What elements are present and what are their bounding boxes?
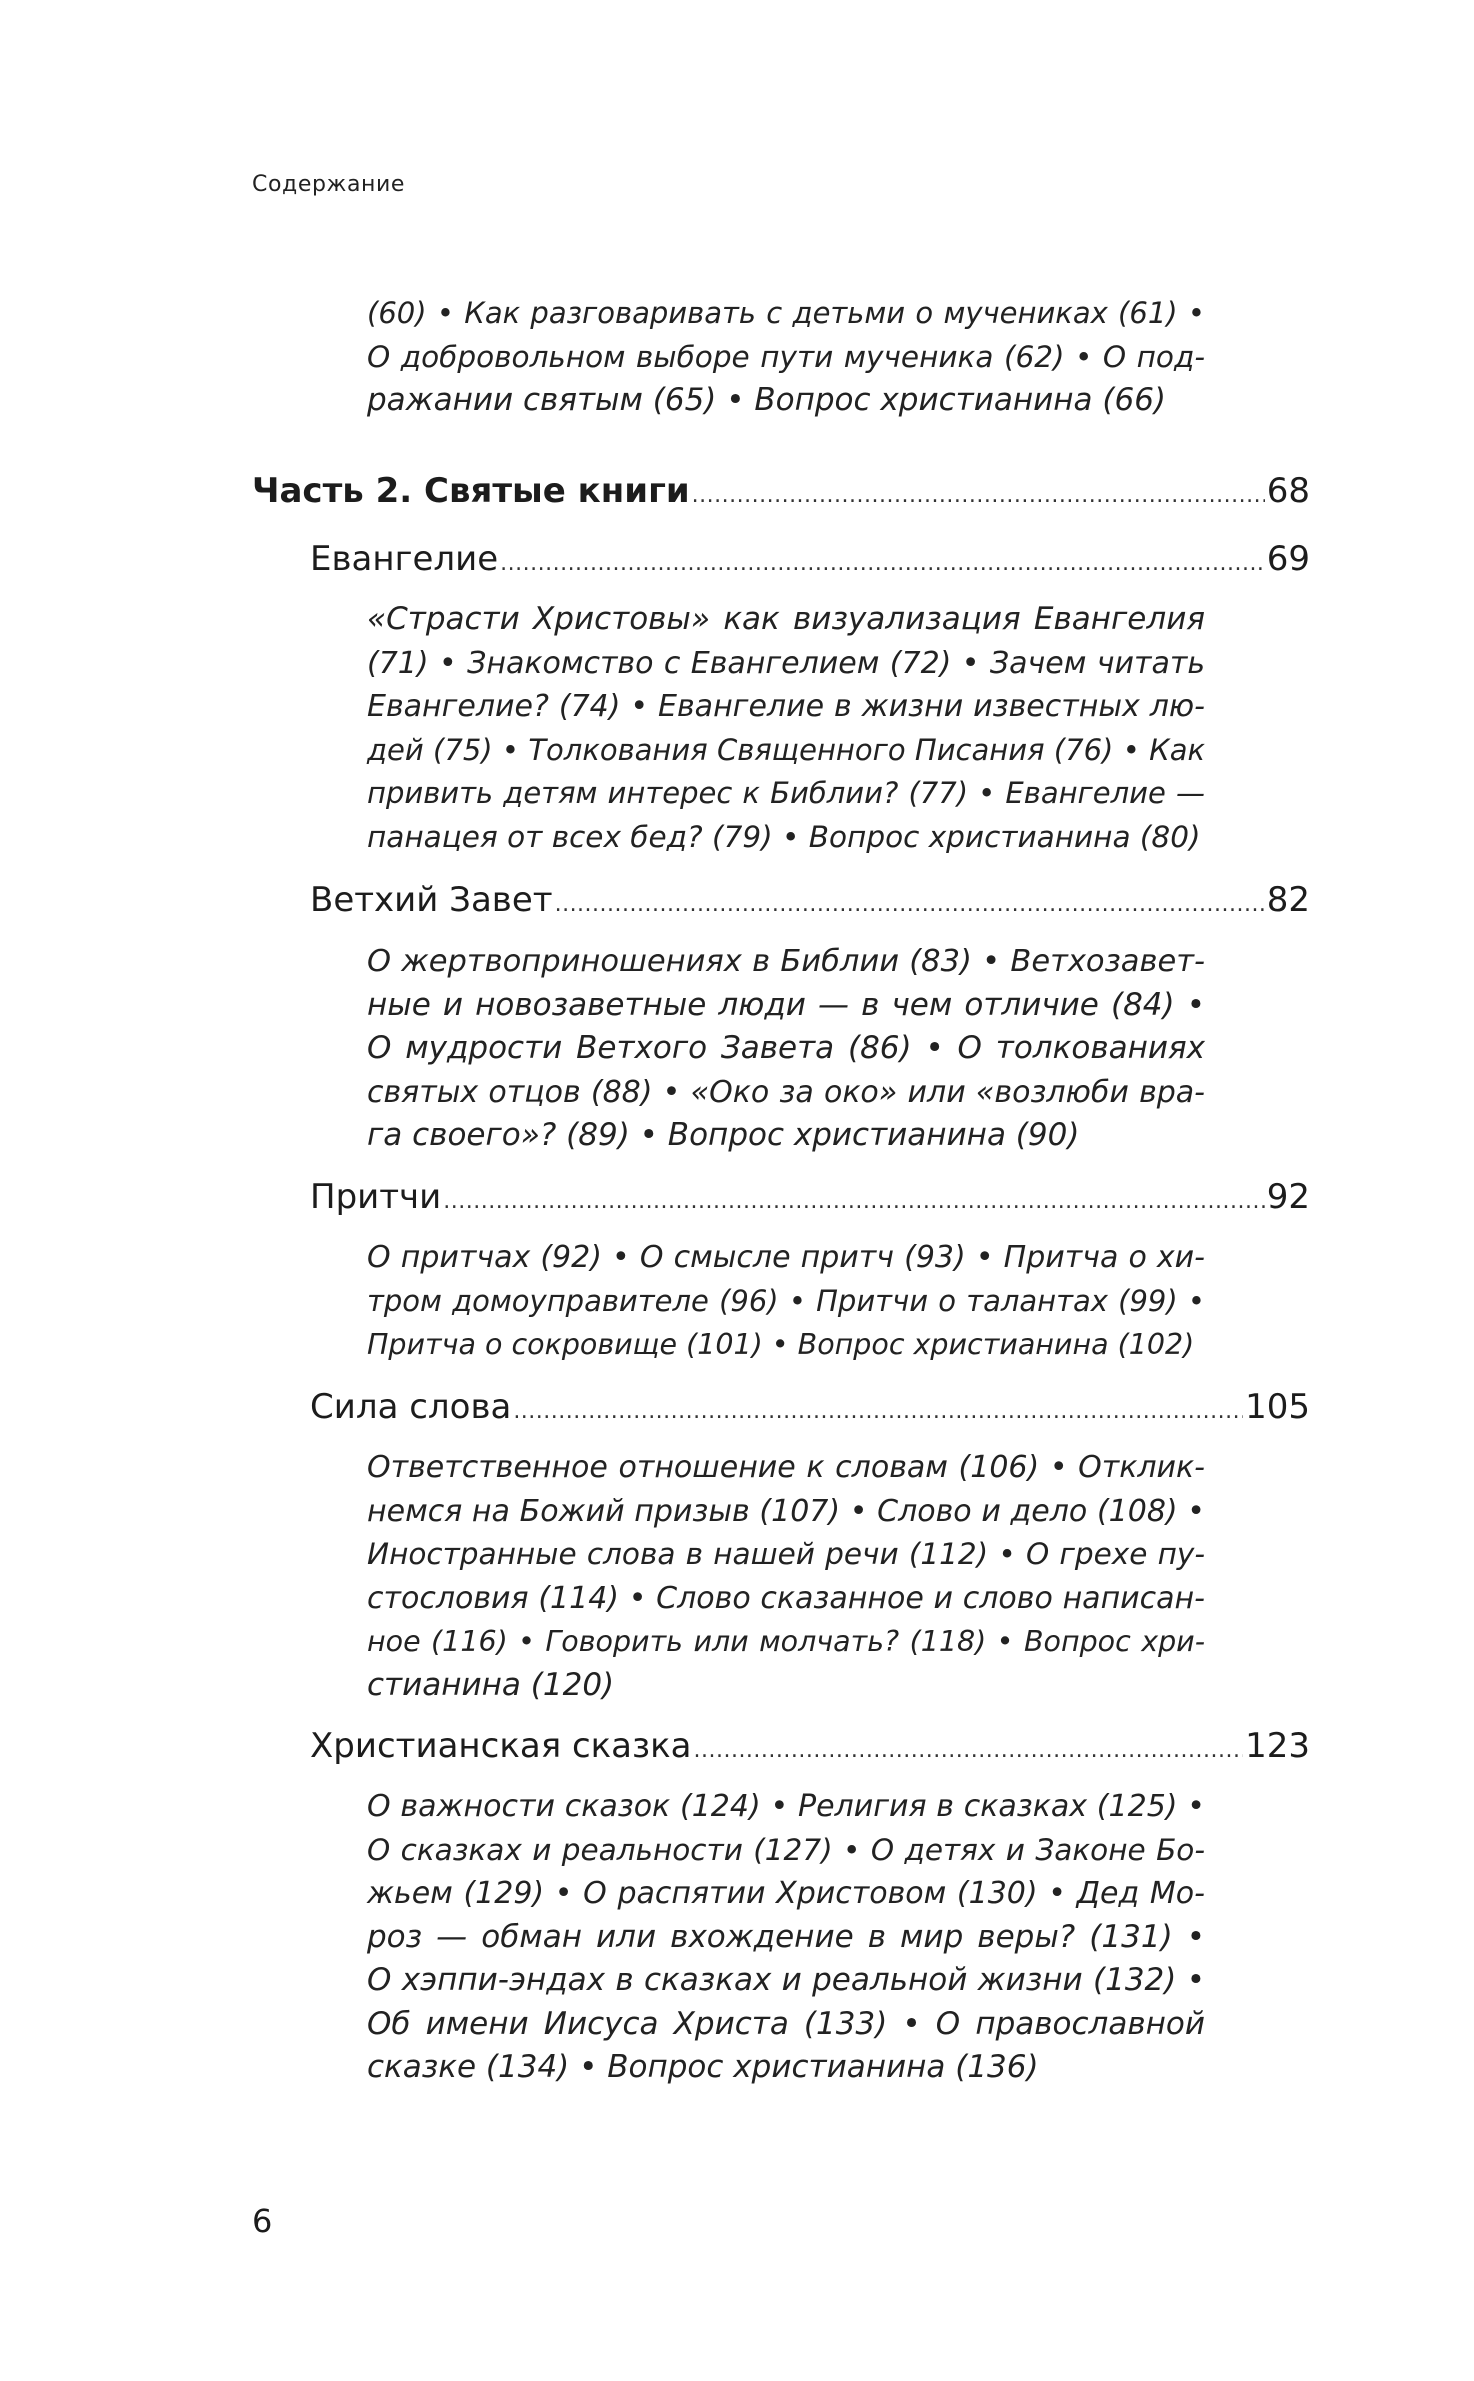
desc-line: панацея от всех бед? (79) • Вопрос христианина (80) xyxy=(367,819,1201,854)
desc-line: О добровольном выборе пути мученика (62) • О под- xyxy=(367,339,1205,374)
desc-line: (60) • Как разговаривать с детьми о мучениках (61) • xyxy=(367,296,1205,330)
toc-chapter-entry[interactable] xyxy=(310,539,1310,579)
desc-line: Ответственное отношение к словам (106) • Отклик- xyxy=(367,1450,1205,1485)
page-number: 123 xyxy=(1245,1726,1310,1766)
chapter-description xyxy=(367,940,1205,1158)
desc-line: стословия (114) • Слово сказанное и слово написан- xyxy=(367,1580,1205,1616)
toc-chapter-entry[interactable] xyxy=(310,1726,1310,1766)
dot-leader xyxy=(693,1738,1243,1763)
page-folio: 6 xyxy=(252,2202,273,2240)
desc-line: ное (116) • Говорить или молчать? (118) • Вопрос хри- xyxy=(367,1625,1205,1658)
chapter-title: Ветхий Завет xyxy=(310,880,553,920)
chapter-title: Христианская сказка xyxy=(310,1726,692,1766)
desc-line: О мудрости Ветхого Завета (86) • О толкованиях xyxy=(367,1030,1205,1066)
desc-line: стианина (120) xyxy=(367,1666,615,1703)
desc-line: О жертвоприношениях в Библии (83) • Ветхозавет- xyxy=(367,944,1205,979)
desc-line: святых отцов (88) • «Око за око» или «возлюби вра- xyxy=(367,1074,1205,1110)
toc-part-entry[interactable] xyxy=(252,471,1310,511)
part-title: Часть 2. Святые книги xyxy=(252,471,690,511)
desc-line: Евангелие? (74) • Евангелие в жизни известных лю- xyxy=(367,689,1205,724)
desc-line: немся на Божий призыв (107) • Слово и дело (108) • xyxy=(367,1493,1205,1529)
toc-chapter-entry[interactable] xyxy=(310,1387,1310,1427)
chapter-title: Притчи xyxy=(310,1177,442,1217)
desc-line: (71) • Знакомство с Евангелием (72) • Зачем читать xyxy=(367,645,1205,681)
toc-chapter-entry[interactable] xyxy=(310,1177,1310,1217)
chapter-title: Сила слова xyxy=(310,1387,512,1427)
desc-line: роз — обман или вхождение в мир веры? (131) • xyxy=(367,1918,1205,1955)
desc-line: «Страсти Христовы» как визуализация Евангелия xyxy=(367,601,1205,637)
continuation-description xyxy=(367,292,1205,423)
page-number: 69 xyxy=(1266,539,1310,579)
desc-line: дей (75) • Толкования Священного Писания (76) • Как xyxy=(367,732,1205,767)
desc-line: Об имени Иисуса Христа (133) • О православной xyxy=(367,2005,1205,2042)
dot-leader xyxy=(692,483,1265,508)
page-number: 82 xyxy=(1266,880,1310,920)
desc-line: ные и новозаветные люди — в чем отличие (84) • xyxy=(367,986,1205,1023)
desc-line: сказке (134) • Вопрос христианина (136) xyxy=(367,2049,1039,2085)
chapter-description xyxy=(367,1236,1205,1367)
page-number: 105 xyxy=(1245,1387,1310,1427)
desc-line: Иностранные слова в нашей речи (112) • О грехе пу- xyxy=(367,1537,1205,1571)
chapter-description xyxy=(367,1446,1205,1707)
desc-line: привить детям интерес к Библии? (77) • Евангелие — xyxy=(367,776,1205,810)
desc-line: тром домоуправителе (96) • Притчи о талантах (99) • xyxy=(367,1283,1205,1318)
desc-line: О хэппи-эндах в сказках и реальной жизни (132) • xyxy=(367,1962,1205,1998)
running-head: Содержание xyxy=(252,172,406,197)
desc-line: жьем (129) • О распятии Христовом (130) • Дед Мо- xyxy=(367,1876,1205,1911)
chapter-description xyxy=(367,598,1205,859)
chapter-title: Евангелие xyxy=(310,539,499,579)
desc-line: га своего»? (89) • Вопрос христианина (90) xyxy=(367,1117,1080,1153)
page-number: 92 xyxy=(1266,1177,1310,1217)
toc-chapter-entry[interactable] xyxy=(310,880,1310,920)
desc-line: ражании святым (65) • Вопрос христианина (66) xyxy=(367,382,1167,418)
chapter-description xyxy=(367,1785,1205,2090)
page-number: 68 xyxy=(1266,471,1310,511)
desc-line: О сказках и реальности (127) • О детях и Законе Бо- xyxy=(367,1832,1205,1867)
dot-leader xyxy=(500,551,1265,576)
dot-leader xyxy=(443,1189,1264,1214)
dot-leader xyxy=(513,1399,1243,1424)
desc-line: Притча о сокровище (101) • Вопрос христианина (102) xyxy=(367,1328,1195,1361)
desc-line: О притчах (92) • О смысле притч (93) • Притча о хи- xyxy=(367,1240,1205,1275)
desc-line: О важности сказок (124) • Религия в сказках (125) • xyxy=(367,1789,1205,1824)
dot-leader xyxy=(555,892,1265,917)
